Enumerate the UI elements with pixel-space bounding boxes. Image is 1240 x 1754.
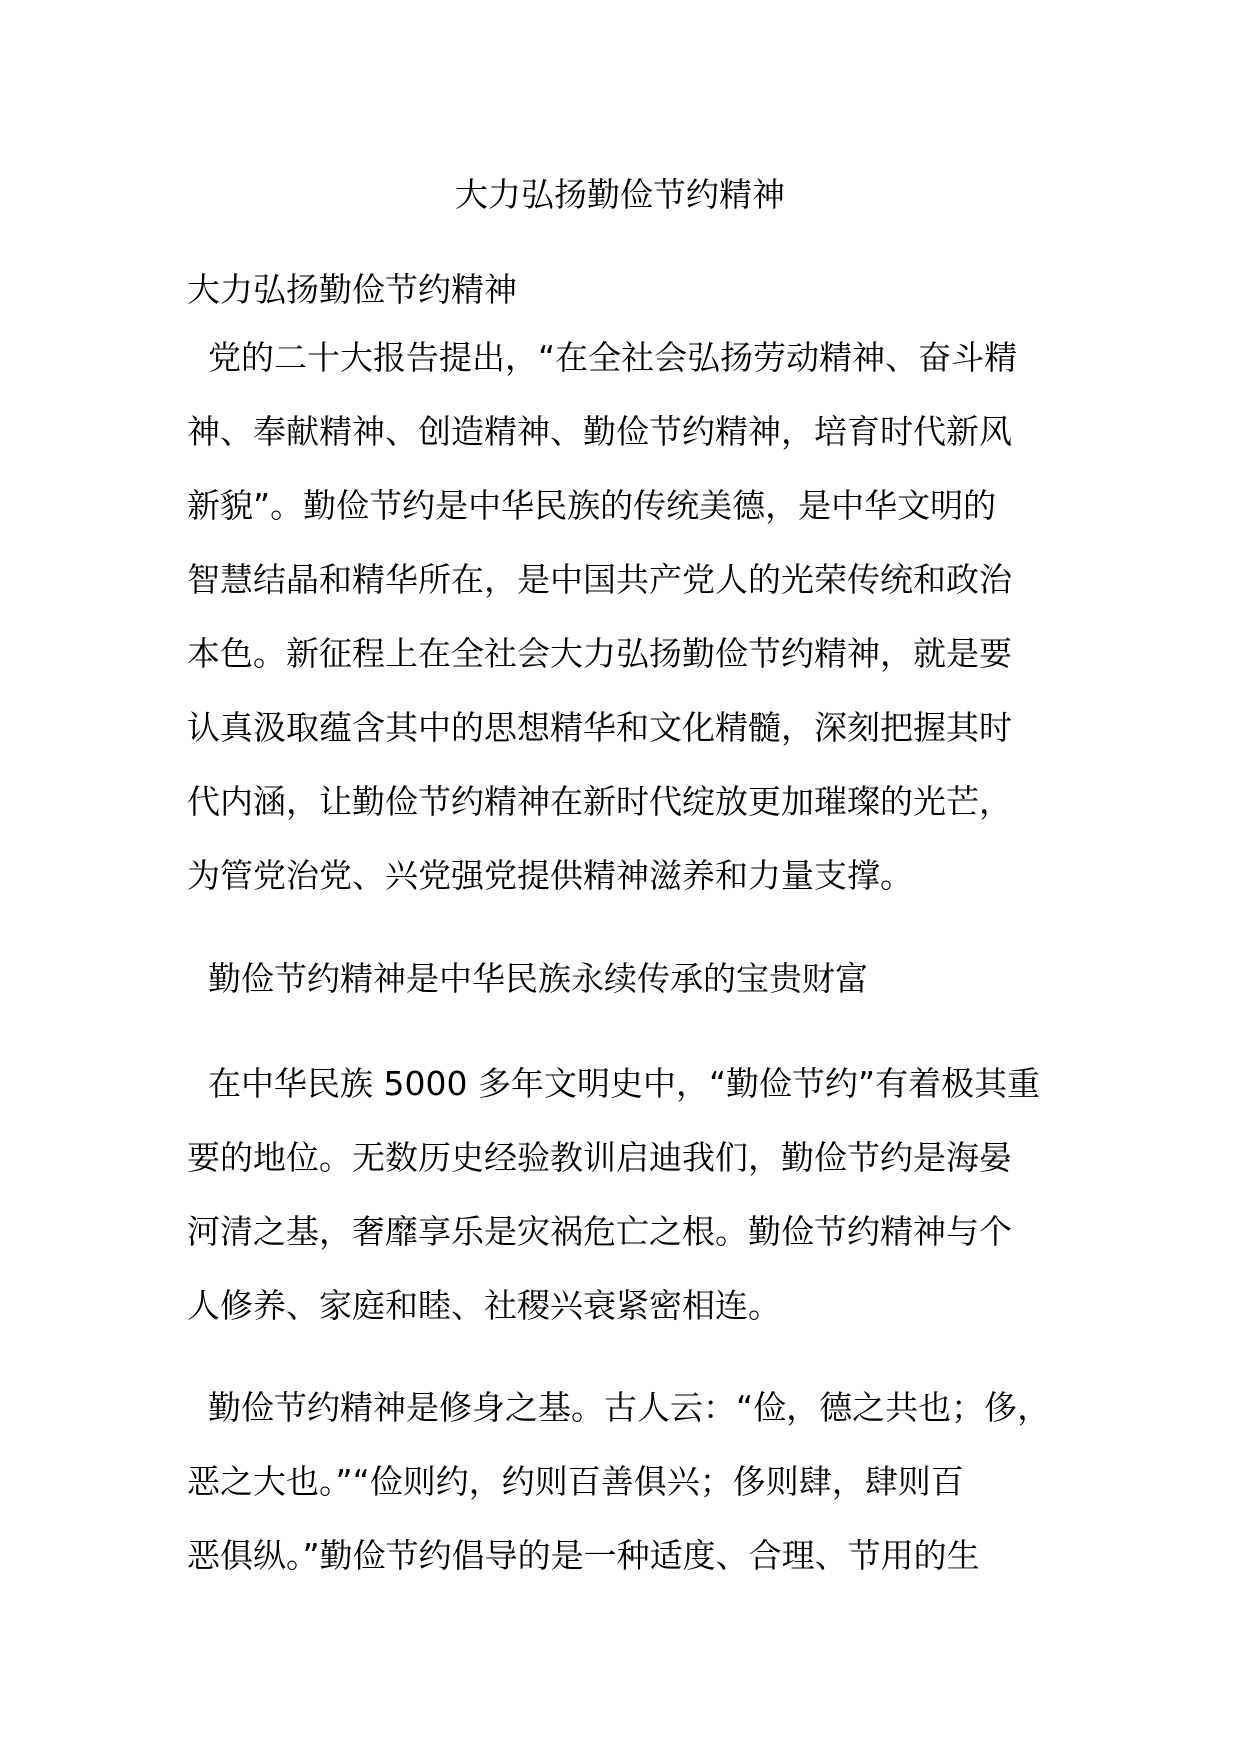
text-line: 恶之大也。”“俭则约，约则百善俱兴；侈则肆，肆则百 <box>187 1462 964 1501</box>
text-line: 党的二十大报告提出，“在全社会弘扬劳动精神、奋斗精 <box>187 338 1018 377</box>
paragraph-self-cultivation <box>187 1371 1087 1593</box>
document-title: 大力弘扬勤俭节约精神 <box>455 175 785 214</box>
text-line: 本色。新征程上在全社会大力弘扬勤俭节约精神，就是要 <box>187 634 1012 673</box>
text-line: 要的地位。无数历史经验教训启迪我们，勤俭节约是海晏 <box>187 1138 1012 1177</box>
text-line: 勤俭节约精神是修身之基。古人云：“俭，德之共也；侈， <box>187 1388 1051 1427</box>
text-line: 为管党治党、兴党强党提供精神滋养和力量支撑。 <box>187 856 913 895</box>
text-line: 恶俱纵。”勤俭节约倡导的是一种适度、合理、节用的生 <box>187 1536 980 1575</box>
text-line: 神、奉献精神、创造精神、勤俭节约精神，培育时代新风 <box>187 412 1012 451</box>
paragraph-intro <box>187 321 1087 913</box>
text-line: 勤俭节约精神是中华民族永续传承的宝贵财富 <box>187 959 868 998</box>
paragraph-section-heading <box>187 942 1087 1016</box>
text-line: 认真汲取蕴含其中的思想精华和文化精髓，深刻把握其时 <box>187 708 1012 747</box>
section-heading: 大力弘扬勤俭节约精神 <box>187 270 517 309</box>
text-line: 智慧结晶和精华所在，是中国共产党人的光荣传统和政治 <box>187 560 1012 599</box>
text-line: 人修养、家庭和睦、社稷兴衰紧密相连。 <box>187 1286 781 1325</box>
text-line: 代内涵，让勤俭节约精神在新时代绽放更加璀璨的光芒， <box>187 782 1012 821</box>
text-line: 河清之基，奢靡享乐是灾祸危亡之根。勤俭节约精神与个 <box>187 1212 1012 1251</box>
paragraph-history <box>187 1047 1087 1343</box>
text-line: 新貌”。勤俭节约是中华民族的传统美德，是中华文明的 <box>187 486 997 525</box>
text-line: 在中华民族 5000 多年文明史中，“勤俭节约”有着极其重 <box>187 1064 1041 1103</box>
